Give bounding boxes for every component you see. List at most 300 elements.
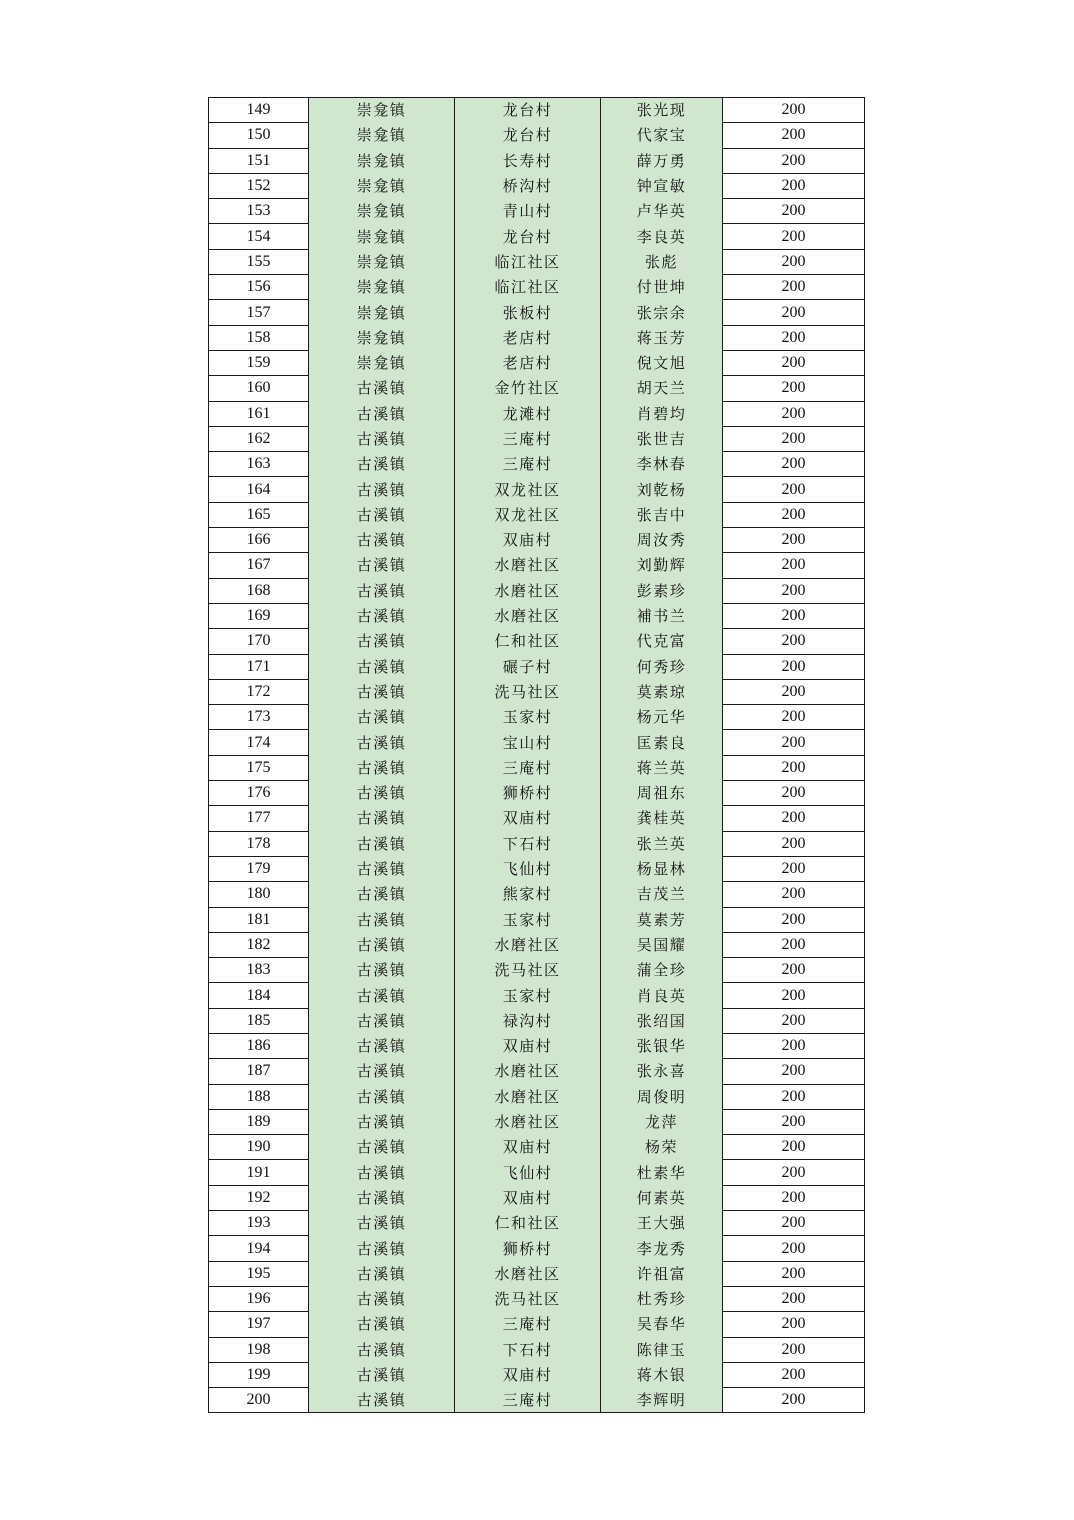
village-cell: 三庵村 [455,1312,601,1337]
amount-cell: 200 [723,376,865,401]
village-cell: 三庵村 [455,1388,601,1413]
town-cell: 崇龛镇 [309,199,455,224]
town-cell: 古溪镇 [309,755,455,780]
person-name-cell: 李良英 [601,224,723,249]
village-cell: 玉家村 [455,983,601,1008]
village-cell: 仁和社区 [455,1211,601,1236]
village-cell: 双庙村 [455,1033,601,1058]
town-cell: 古溪镇 [309,932,455,957]
village-cell: 桥沟村 [455,173,601,198]
amount-cell: 200 [723,781,865,806]
table-row [209,983,865,1008]
table-row [209,1312,865,1337]
amount-cell: 200 [723,1337,865,1362]
town-cell: 古溪镇 [309,958,455,983]
row-number: 166 [209,528,309,553]
person-name-cell: 代家宝 [601,123,723,148]
village-cell: 狮桥村 [455,1236,601,1261]
amount-cell: 200 [723,1211,865,1236]
row-number: 177 [209,806,309,831]
village-cell: 双庙村 [455,1135,601,1160]
person-name-cell: 何素英 [601,1185,723,1210]
row-number: 180 [209,882,309,907]
amount-cell: 200 [723,730,865,755]
amount-cell: 200 [723,679,865,704]
person-name-cell: 蒋兰英 [601,755,723,780]
table-row [209,350,865,375]
person-name-cell: 刘乾杨 [601,477,723,502]
row-number: 190 [209,1135,309,1160]
village-cell: 禄沟村 [455,1008,601,1033]
village-cell: 三庵村 [455,755,601,780]
town-cell: 古溪镇 [309,1211,455,1236]
person-name-cell: 李辉明 [601,1388,723,1413]
row-number: 163 [209,452,309,477]
person-name-cell: 刘勤辉 [601,553,723,578]
town-cell: 古溪镇 [309,528,455,553]
village-cell: 水磨社区 [455,553,601,578]
amount-cell: 200 [723,199,865,224]
table-row [209,806,865,831]
town-cell: 崇龛镇 [309,275,455,300]
row-number: 152 [209,173,309,198]
table-row [209,275,865,300]
town-cell: 古溪镇 [309,654,455,679]
village-cell: 仁和社区 [455,629,601,654]
village-cell: 临江社区 [455,275,601,300]
town-cell: 古溪镇 [309,1084,455,1109]
table-row [209,502,865,527]
person-name-cell: 李龙秀 [601,1236,723,1261]
table-row [209,1211,865,1236]
amount-cell: 200 [723,1286,865,1311]
row-number: 167 [209,553,309,578]
town-cell: 崇龛镇 [309,148,455,173]
row-number: 173 [209,705,309,730]
village-cell: 下石村 [455,1337,601,1362]
town-cell: 崇龛镇 [309,123,455,148]
town-cell: 古溪镇 [309,1185,455,1210]
row-number: 178 [209,831,309,856]
row-number: 156 [209,275,309,300]
person-name-cell: 付世坤 [601,275,723,300]
town-cell: 崇龛镇 [309,173,455,198]
town-cell: 古溪镇 [309,629,455,654]
person-name-cell: 莫素琼 [601,679,723,704]
table-row [209,1185,865,1210]
table-row [209,856,865,881]
table-row [209,123,865,148]
person-name-cell: 张银华 [601,1033,723,1058]
village-cell: 洗马社区 [455,1286,601,1311]
village-cell: 玉家村 [455,705,601,730]
town-cell: 古溪镇 [309,426,455,451]
amount-cell: 200 [723,958,865,983]
town-cell: 崇龛镇 [309,325,455,350]
table-row [209,528,865,553]
village-cell: 三庵村 [455,426,601,451]
row-number: 200 [209,1388,309,1413]
row-number: 175 [209,755,309,780]
row-number: 149 [209,98,309,123]
village-cell: 龙滩村 [455,401,601,426]
village-cell: 双龙社区 [455,477,601,502]
amount-cell: 200 [723,654,865,679]
table-row [209,907,865,932]
amount-cell: 200 [723,932,865,957]
person-name-cell: 何秀珍 [601,654,723,679]
table-row [209,578,865,603]
village-cell: 金竹社区 [455,376,601,401]
person-name-cell: 杜素华 [601,1160,723,1185]
row-number: 150 [209,123,309,148]
town-cell: 崇龛镇 [309,249,455,274]
person-name-cell: 张世吉 [601,426,723,451]
row-number: 162 [209,426,309,451]
row-number: 184 [209,983,309,1008]
person-name-cell: 张绍国 [601,1008,723,1033]
town-cell: 古溪镇 [309,1236,455,1261]
village-cell: 青山村 [455,199,601,224]
row-number: 154 [209,224,309,249]
person-name-cell: 张光现 [601,98,723,123]
town-cell: 古溪镇 [309,1008,455,1033]
amount-cell: 200 [723,98,865,123]
town-cell: 古溪镇 [309,907,455,932]
town-cell: 崇龛镇 [309,300,455,325]
village-cell: 洗马社区 [455,958,601,983]
person-name-cell: 代克富 [601,629,723,654]
row-number: 164 [209,477,309,502]
person-name-cell: 张宗余 [601,300,723,325]
row-number: 151 [209,148,309,173]
amount-cell: 200 [723,350,865,375]
town-cell: 古溪镇 [309,553,455,578]
village-cell: 水磨社区 [455,1084,601,1109]
person-name-cell: 张永喜 [601,1059,723,1084]
row-number: 191 [209,1160,309,1185]
person-name-cell: 杨显林 [601,856,723,881]
table-row [209,1236,865,1261]
person-name-cell: 倪文旭 [601,350,723,375]
amount-cell: 200 [723,325,865,350]
town-cell: 古溪镇 [309,856,455,881]
person-name-cell: 吴国耀 [601,932,723,957]
town-cell: 古溪镇 [309,1160,455,1185]
person-name-cell: 薛万勇 [601,148,723,173]
table-row [209,401,865,426]
village-cell: 双庙村 [455,806,601,831]
amount-cell: 200 [723,1185,865,1210]
town-cell: 古溪镇 [309,401,455,426]
amount-cell: 200 [723,705,865,730]
village-cell: 长寿村 [455,148,601,173]
amount-cell: 200 [723,578,865,603]
village-cell: 水磨社区 [455,578,601,603]
amount-cell: 200 [723,806,865,831]
row-number: 155 [209,249,309,274]
amount-cell: 200 [723,831,865,856]
person-name-cell: 吉茂兰 [601,882,723,907]
table-row [209,1261,865,1286]
amount-cell: 200 [723,1084,865,1109]
amount-cell: 200 [723,1059,865,1084]
person-name-cell: 匡素良 [601,730,723,755]
row-number: 192 [209,1185,309,1210]
amount-cell: 200 [723,249,865,274]
town-cell: 古溪镇 [309,882,455,907]
person-name-cell: 周祖东 [601,781,723,806]
village-cell: 老店村 [455,325,601,350]
table-row [209,1160,865,1185]
amount-cell: 200 [723,173,865,198]
person-name-cell: 莫素芳 [601,907,723,932]
person-name-cell: 胡天兰 [601,376,723,401]
village-cell: 双庙村 [455,1185,601,1210]
town-cell: 古溪镇 [309,1362,455,1387]
table-row [209,553,865,578]
table-row [209,1286,865,1311]
table-row [209,882,865,907]
village-cell: 龙台村 [455,224,601,249]
person-name-cell: 彭素珍 [601,578,723,603]
row-number: 174 [209,730,309,755]
person-name-cell: 周俊明 [601,1084,723,1109]
row-number: 181 [209,907,309,932]
town-cell: 古溪镇 [309,705,455,730]
table-row [209,325,865,350]
village-cell: 双庙村 [455,1362,601,1387]
roster-table [208,97,865,1413]
row-number: 194 [209,1236,309,1261]
amount-cell: 200 [723,1160,865,1185]
table-row [209,1362,865,1387]
amount-cell: 200 [723,426,865,451]
row-number: 188 [209,1084,309,1109]
table-row [209,98,865,123]
row-number: 171 [209,654,309,679]
village-cell: 飞仙村 [455,856,601,881]
table-row [209,958,865,983]
town-cell: 古溪镇 [309,477,455,502]
table-row [209,1337,865,1362]
row-number: 182 [209,932,309,957]
amount-cell: 200 [723,300,865,325]
person-name-cell: 肖良英 [601,983,723,1008]
village-cell: 老店村 [455,350,601,375]
row-number: 187 [209,1059,309,1084]
person-name-cell: 卢华英 [601,199,723,224]
amount-cell: 200 [723,148,865,173]
roster-table-body [209,98,865,1413]
row-number: 186 [209,1033,309,1058]
row-number: 179 [209,856,309,881]
village-cell: 水磨社区 [455,1109,601,1134]
amount-cell: 200 [723,1008,865,1033]
row-number: 196 [209,1286,309,1311]
table-row [209,932,865,957]
row-number: 176 [209,781,309,806]
row-number: 168 [209,578,309,603]
town-cell: 古溪镇 [309,578,455,603]
town-cell: 古溪镇 [309,983,455,1008]
row-number: 199 [209,1362,309,1387]
table-row [209,224,865,249]
village-cell: 下石村 [455,831,601,856]
row-number: 158 [209,325,309,350]
row-number: 160 [209,376,309,401]
town-cell: 古溪镇 [309,376,455,401]
amount-cell: 200 [723,553,865,578]
village-cell: 宝山村 [455,730,601,755]
table-row [209,831,865,856]
table-row [209,781,865,806]
person-name-cell: 许祖富 [601,1261,723,1286]
town-cell: 古溪镇 [309,1312,455,1337]
village-cell: 龙台村 [455,98,601,123]
row-number: 193 [209,1211,309,1236]
person-name-cell: 李林春 [601,452,723,477]
person-name-cell: 王大强 [601,1211,723,1236]
town-cell: 古溪镇 [309,1059,455,1084]
row-number: 172 [209,679,309,704]
table-row [209,755,865,780]
town-cell: 古溪镇 [309,1286,455,1311]
person-name-cell: 张兰英 [601,831,723,856]
village-cell: 临江社区 [455,249,601,274]
amount-cell: 200 [723,983,865,1008]
person-name-cell: 蒋木银 [601,1362,723,1387]
amount-cell: 200 [723,452,865,477]
row-number: 198 [209,1337,309,1362]
row-number: 170 [209,629,309,654]
village-cell: 双龙社区 [455,502,601,527]
table-row [209,1135,865,1160]
amount-cell: 200 [723,629,865,654]
row-number: 169 [209,603,309,628]
table-row [209,679,865,704]
town-cell: 古溪镇 [309,730,455,755]
person-name-cell: 龚桂英 [601,806,723,831]
village-cell: 洗马社区 [455,679,601,704]
village-cell: 水磨社区 [455,1261,601,1286]
person-name-cell: 张吉中 [601,502,723,527]
amount-cell: 200 [723,528,865,553]
village-cell: 水磨社区 [455,1059,601,1084]
table-row [209,1084,865,1109]
table-row [209,376,865,401]
table-row [209,300,865,325]
village-cell: 碾子村 [455,654,601,679]
amount-cell: 200 [723,477,865,502]
table-row [209,1033,865,1058]
person-name-cell: 陈律玉 [601,1337,723,1362]
town-cell: 崇龛镇 [309,98,455,123]
person-name-cell: 钟宣敏 [601,173,723,198]
town-cell: 古溪镇 [309,831,455,856]
town-cell: 古溪镇 [309,679,455,704]
table-row [209,148,865,173]
person-name-cell: 龙萍 [601,1109,723,1134]
amount-cell: 200 [723,755,865,780]
person-name-cell: 杜秀珍 [601,1286,723,1311]
row-number: 159 [209,350,309,375]
table-row [209,1109,865,1134]
amount-cell: 200 [723,123,865,148]
town-cell: 古溪镇 [309,1337,455,1362]
person-name-cell: 補书兰 [601,603,723,628]
row-number: 197 [209,1312,309,1337]
row-number: 185 [209,1008,309,1033]
table-row [209,730,865,755]
table-row [209,199,865,224]
amount-cell: 200 [723,1033,865,1058]
village-cell: 水磨社区 [455,932,601,957]
village-cell: 张板村 [455,300,601,325]
town-cell: 古溪镇 [309,1261,455,1286]
row-number: 165 [209,502,309,527]
amount-cell: 200 [723,224,865,249]
amount-cell: 200 [723,1388,865,1413]
town-cell: 崇龛镇 [309,224,455,249]
person-name-cell: 杨荣 [601,1135,723,1160]
village-cell: 玉家村 [455,907,601,932]
amount-cell: 200 [723,502,865,527]
village-cell: 双庙村 [455,528,601,553]
village-cell: 熊家村 [455,882,601,907]
person-name-cell: 蒋玉芳 [601,325,723,350]
town-cell: 古溪镇 [309,1135,455,1160]
amount-cell: 200 [723,882,865,907]
table-row [209,173,865,198]
table-row [209,1388,865,1413]
table-row [209,629,865,654]
table-row [209,477,865,502]
person-name-cell: 杨元华 [601,705,723,730]
table-row [209,705,865,730]
town-cell: 古溪镇 [309,781,455,806]
amount-cell: 200 [723,1362,865,1387]
village-cell: 狮桥村 [455,781,601,806]
row-number: 157 [209,300,309,325]
amount-cell: 200 [723,856,865,881]
amount-cell: 200 [723,1135,865,1160]
town-cell: 古溪镇 [309,1033,455,1058]
town-cell: 古溪镇 [309,452,455,477]
village-cell: 龙台村 [455,123,601,148]
person-name-cell: 吴春华 [601,1312,723,1337]
table-row [209,654,865,679]
table-row [209,426,865,451]
amount-cell: 200 [723,275,865,300]
village-cell: 飞仙村 [455,1160,601,1185]
table-row [209,1008,865,1033]
amount-cell: 200 [723,401,865,426]
person-name-cell: 张彪 [601,249,723,274]
person-name-cell: 周汝秀 [601,528,723,553]
table-row [209,249,865,274]
table-row [209,1059,865,1084]
row-number: 161 [209,401,309,426]
row-number: 183 [209,958,309,983]
amount-cell: 200 [723,1312,865,1337]
amount-cell: 200 [723,603,865,628]
town-cell: 古溪镇 [309,1388,455,1413]
town-cell: 古溪镇 [309,603,455,628]
amount-cell: 200 [723,1261,865,1286]
amount-cell: 200 [723,907,865,932]
village-cell: 三庵村 [455,452,601,477]
